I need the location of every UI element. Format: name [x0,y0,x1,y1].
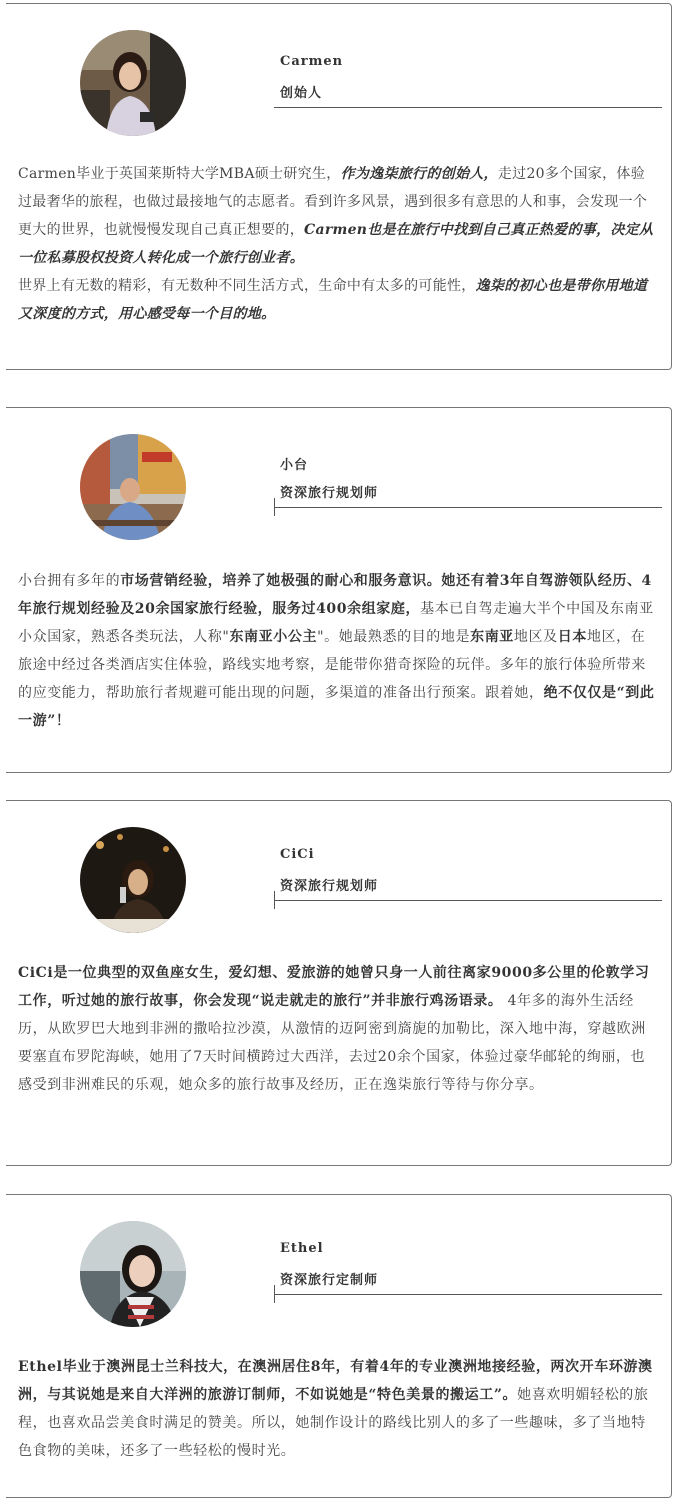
bio-segment: 小台拥有多年的 [18,573,121,589]
profile-card-ethel [6,1194,672,1498]
bio-segment: 市场营销经验，培养了她极强的耐心和服务意识。她还有着3年自驾游领队经历、4年旅行规划经验及20余国家旅行经验，服务过400余组家庭， [18,573,652,617]
bio-segment: 4年多的海外生活经历，从欧罗巴大地到非洲的撒哈拉沙漠，从激情的迈阿密到旖旎的加勒比，深入地中海，穿越欧洲要塞直布罗陀海峡，她用了7天时间横跨过大西洋，去过20余个国家，体验过豪华邮轮的绚丽，也感受到非洲难民的乐观，她众多的旅行故事及经历，正在逸柒旅行等待与你分享。 [18,993,646,1093]
profile-card-cici [6,800,672,1166]
header-divider [274,1294,662,1295]
header-divider [274,107,662,108]
profile-role: 资深旅行规划师 [280,486,379,501]
bio-segment: 走过20多个国家，体验过最奢华的旅程，也做过最接地气的志愿者。看到许多风景，遇到很多有意思的人和事，会发现一个更大的世界，也就慢慢发现自己真正想要的， [18,166,648,238]
header-divider [274,900,662,901]
bio-segment: 日本 [557,629,587,645]
bio-segment: "。她最熟悉的目的地是 [317,629,471,645]
bio-segment: Carmen也是在旅行中找到自己真正热爱的事，决定从一位私募股权投资人转化成一个旅行创业者。 [18,222,654,266]
bio-segment: Ethel毕业于澳洲昆士兰科技大，在澳洲居住8年，有着4年的专业澳洲地接经验，两次开车环游澳洲，与其说她是来自大洋洲的旅游订制师，不如说她是“特色美景的搬运工”。 [18,1359,653,1403]
bio-segment: 基本已自驾走遍大半个中国及东南亚小众国家，熟悉各类玩法，人称" [18,601,654,645]
profile-bio [18,959,658,1099]
profile-name: Carmen [280,54,344,69]
profile-card-xiaotai [6,407,672,773]
profile-name: CiCi [280,847,315,862]
header-divider [274,507,662,508]
bio-segment: 她喜欢明媚轻松的旅程，也喜欢品尝美食时满足的赞美。所以，她制作设计的路线比别人的多了一些趣味，多了当地特色食物的美味，还多了一些轻松的慢时光。 [18,1387,649,1459]
bio-segment: Carmen毕业于英国莱斯特大学MBA硕士研究生， [18,166,341,182]
profile-role: 创始人 [280,86,323,101]
avatar [80,827,186,933]
bio-segment: 世界上有无数的精彩，有无数种不同生活方式，生命中有太多的可能性， [18,278,476,294]
header-divider-tick [274,1285,275,1303]
bio-segment: 东南亚小公主 [229,629,318,645]
header-divider-tick [274,891,275,909]
bio-segment: CiCi是一位典型的双鱼座女生，爱幻想、爱旅游的她曾只身一人前往离家9000多公里的伦敦学习工作，听过她的旅行故事，你会发现“说走就走的旅行”并非旅行鸡汤语录。 [18,965,650,1009]
bio-segment: 作为逸柒旅行的创始人， [340,166,498,182]
profile-name: Ethel [280,1241,324,1256]
bio-segment: 绝不仅仅是“到此一游”！ [18,685,655,729]
profile-name: 小台 [280,458,309,473]
bio-segment: 地区，在旅途中经过各类酒店实住体验，路线实地考察，是能带你猎奇探险的玩伴。多年的旅行体验所带来的应变能力，帮助旅行者规避可能出现的问题，多渠道的准备出行预案。跟着她， [18,629,646,701]
avatar [80,1221,186,1327]
avatar [80,434,186,540]
profile-bio [18,1353,658,1465]
bio-segment: 逸柒的初心也是带你用地道又深度的方式，用心感受每一个目的地。 [18,278,648,322]
profile-bio [18,160,658,328]
bio-segment: 东南亚 [470,629,514,645]
bio-segment: 地区及 [513,629,558,645]
profile-card-carmen [6,3,672,370]
header-divider-tick [274,498,275,516]
avatar [80,30,186,136]
profile-bio [18,567,658,735]
profile-role: 资深旅行规划师 [280,879,379,894]
profile-role: 资深旅行定制师 [280,1273,379,1288]
